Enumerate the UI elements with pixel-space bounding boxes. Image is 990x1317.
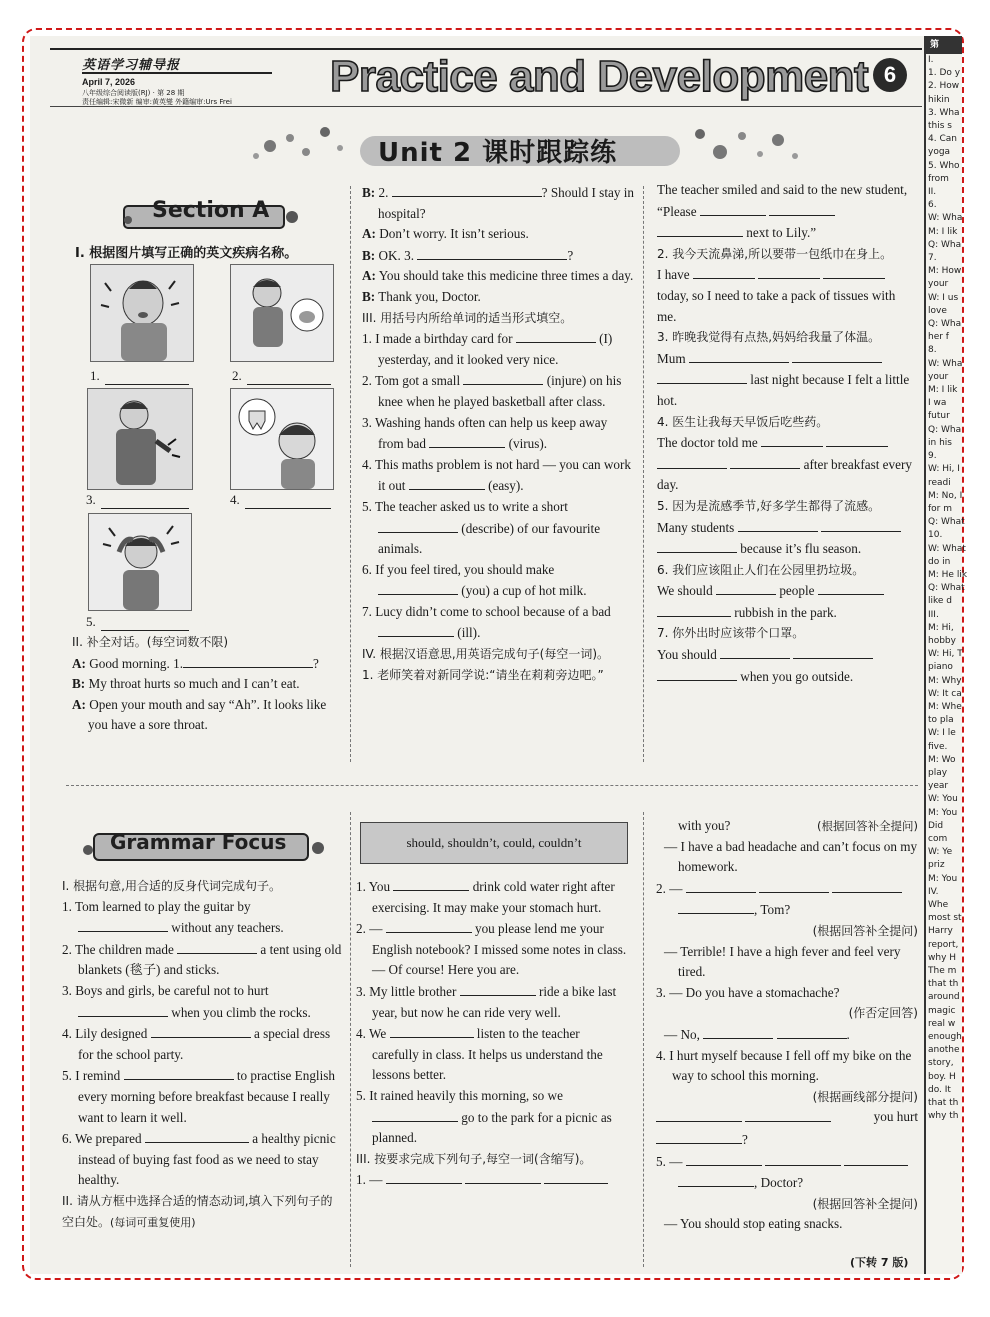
- strip-line: 7.: [928, 253, 937, 264]
- answer-blank[interactable]: [417, 245, 567, 260]
- answer-blank[interactable]: [818, 580, 884, 595]
- exercise-answer: — Of course! Here you are.: [372, 962, 520, 978]
- exercise-item: 1. I made a birthday card for (I) yesterday, and it looked very nice.: [362, 328, 634, 370]
- answer-blank[interactable]: [78, 1002, 168, 1017]
- brand-logo: 英语学习辅导报: [82, 58, 181, 73]
- strip-line: M: No, I: [928, 490, 963, 501]
- answer-blank[interactable]: [656, 1107, 742, 1122]
- strip-line: W: Hi, T: [928, 649, 963, 660]
- answer-blank-2[interactable]: [247, 370, 331, 385]
- strip-line: priz: [928, 860, 945, 871]
- hint: (作否定回答): [848, 1006, 918, 1021]
- exercise-answer: — No, .: [656, 1024, 918, 1046]
- exercise-item: next to Lily.”: [657, 222, 915, 244]
- answer-blank[interactable]: [393, 876, 469, 891]
- strip-line: W: Wha: [928, 213, 963, 224]
- answer-blank[interactable]: [769, 201, 835, 216]
- answer-blank[interactable]: [678, 1172, 754, 1187]
- answer-blank-4[interactable]: [245, 494, 331, 509]
- strip-line: hikin: [928, 94, 950, 105]
- strip-line: Harry: [928, 926, 953, 937]
- strip-line: W: I us: [928, 292, 959, 303]
- answer-blank[interactable]: [409, 475, 485, 490]
- section-divider: [66, 785, 918, 786]
- exercise-item: 5. It rained heavily this morning, so we go to the park for a picnic as planned.: [356, 1087, 612, 1146]
- answer-blank[interactable]: [686, 878, 756, 893]
- exercise-item: 5. I remind to practise English every morning before breakfast because I really want to learn it well.: [62, 1065, 342, 1128]
- strip-line: to pla: [928, 715, 954, 726]
- answer-blank[interactable]: [738, 517, 818, 532]
- illustration-sore-throat: [90, 264, 194, 362]
- answer-blank-1[interactable]: [105, 370, 189, 385]
- answer-blank[interactable]: [465, 1169, 541, 1184]
- answer-blank[interactable]: [378, 518, 458, 533]
- answer-blank[interactable]: [177, 939, 257, 954]
- exercise-item: Mum last night because I felt a little hot.: [657, 348, 915, 412]
- unit-title: Unit 2 课时跟踪练: [378, 138, 618, 168]
- strip-line: W: Hi, I: [928, 464, 960, 475]
- header-top-rule: [50, 48, 922, 50]
- strip-header: 第: [926, 36, 962, 54]
- strip-line: M: You: [928, 873, 958, 884]
- answer-blank[interactable]: [657, 666, 737, 681]
- strip-line: M: Hi,: [928, 622, 954, 633]
- part2-title: II. 补全对话。(每空词数不限): [72, 635, 229, 649]
- exercise-item: 6. We prepared a healthy picnic instead of buying fast food as we need to stay healthy.: [62, 1128, 342, 1191]
- strip-line: that th: [928, 979, 959, 990]
- edition-line: 八年级综合阅读版(RJ) · 第 28 期: [82, 89, 185, 97]
- exercise-item: 1. Tom learned to play the guitar by without any teachers.: [62, 898, 284, 936]
- strip-line: M: I lik: [928, 385, 958, 396]
- strip-line: M: You: [928, 807, 958, 818]
- answer-blank[interactable]: [823, 264, 885, 279]
- hint: (根据回答补全提问): [812, 1196, 918, 1211]
- strip-line: 10.: [928, 530, 943, 541]
- answer-blank[interactable]: [678, 899, 754, 914]
- strip-line: 4. Can: [928, 134, 957, 145]
- strip-line: Q: Wha: [928, 239, 962, 250]
- exercise-item: 2. — you please lend me your English notebook? I missed some notes in class.: [356, 918, 628, 960]
- strip-line: Q: Wha: [928, 319, 962, 330]
- strip-line: 8.: [928, 345, 937, 356]
- strip-line: for m: [928, 503, 953, 514]
- strip-line: piano: [928, 662, 953, 673]
- dialog-line: B: Thank you, Doctor.: [362, 288, 481, 304]
- answer-blank[interactable]: [758, 264, 820, 279]
- chinese-prompt: 5. 因为是流感季节,好多学生都得了流感。: [657, 498, 881, 513]
- section-a-dialog: [72, 632, 344, 736]
- strip-line: do. It: [928, 1084, 951, 1095]
- strip-line: anothe: [928, 1045, 960, 1056]
- answer-blank[interactable]: [429, 433, 505, 448]
- illustration-stomachache: [230, 264, 334, 362]
- strip-line: around: [928, 992, 960, 1003]
- pic-label-2: 2.: [232, 368, 242, 383]
- strip-line: why H: [928, 952, 957, 963]
- pic-label-5: 5.: [86, 614, 96, 629]
- strip-line: W: You: [928, 794, 958, 805]
- illustration-backache: [87, 388, 193, 490]
- strip-line: I wa: [928, 398, 947, 409]
- exercise-answer: — Terrible! I have a high fever and feel very tired.: [664, 943, 901, 980]
- strip-line: in his: [928, 437, 952, 448]
- grammar-part1-title: I. 根据句意,用合适的反身代词完成句子。: [62, 879, 281, 893]
- answer-blank[interactable]: [657, 369, 747, 384]
- exercise-answer: — You should stop eating snacks.: [664, 1216, 843, 1232]
- answer-blank[interactable]: [832, 878, 902, 893]
- part1-title: I. 根据图片填写正确的英文疾病名称。: [75, 246, 298, 261]
- answer-blank[interactable]: [689, 348, 789, 363]
- strip-line: like d: [928, 596, 953, 607]
- answer-blank[interactable]: [378, 622, 454, 637]
- strip-line: year: [928, 781, 949, 792]
- exercise-item: 4. I hurt myself because I fell off my bike on the way to school this morning.: [656, 1047, 912, 1084]
- answer-blank[interactable]: [463, 370, 543, 385]
- dialog-line: B: My throat hurts so much and I can’t eat.: [72, 676, 300, 692]
- answer-blank[interactable]: [826, 432, 888, 447]
- answer-blank[interactable]: [657, 454, 727, 469]
- answer-blank-3[interactable]: [101, 494, 189, 509]
- strip-line: five.: [928, 741, 948, 752]
- exercise-item: 5. —: [656, 1151, 918, 1173]
- exercise-item: 2. —: [656, 878, 918, 900]
- strip-line: hobby: [928, 635, 956, 646]
- strip-line: most st: [928, 913, 962, 924]
- strip-line: real w: [928, 1018, 956, 1029]
- answer-blank[interactable]: [386, 918, 472, 933]
- strip-line: her f: [928, 332, 949, 343]
- strip-line: 2. How: [928, 81, 960, 92]
- exercise-item: , Doctor?: [656, 1172, 918, 1194]
- answer-blank[interactable]: [700, 201, 766, 216]
- grammar-focus-label: Grammar Focus: [110, 830, 287, 854]
- grammar-part2-title: II. 请从方框中选择合适的情态动词,填入下列句子的空白处。(每词可重复使用): [62, 1193, 333, 1229]
- dialog-line: A: You should take this medicine three times a day.: [362, 268, 634, 284]
- exercise-item: The doctor told me after breakfast every day.: [657, 432, 915, 496]
- exercise-item: I have today, so I need to take a pack of tissues with me.: [657, 264, 915, 327]
- chinese-prompt: 6. 我们应该阻止人们在公园里扔垃圾。: [657, 562, 865, 577]
- exercise-item: 6. If you feel tired, you should make (you) a cup of hot milk.: [362, 561, 587, 599]
- strip-line: from: [928, 173, 949, 184]
- answer-blank[interactable]: [656, 1129, 742, 1144]
- exercise-item: 3. — Do you have a stomachache?: [656, 984, 840, 1000]
- answer-blank[interactable]: [372, 1107, 458, 1122]
- answer-blank[interactable]: [657, 538, 737, 553]
- strip-line: Q: What: [928, 517, 965, 528]
- strip-line: W: Wha: [928, 358, 963, 369]
- dialog-line: B: OK. 3. ?: [362, 245, 634, 267]
- exercise-item: you hurt: [656, 1107, 918, 1129]
- answer-blank[interactable]: [821, 517, 901, 532]
- strip-line: your: [928, 371, 949, 382]
- page-number-badge: 6: [873, 58, 907, 92]
- grammar-column: [62, 876, 342, 1233]
- strip-line: M: Why: [928, 675, 962, 686]
- exercise-item: 1. 老师笑着对新同学说:“请坐在莉莉旁边吧。”: [362, 667, 604, 682]
- strip-line: W: What: [928, 543, 966, 554]
- strip-line: 3. Wha: [928, 107, 960, 118]
- strip-line: IV.: [928, 886, 939, 897]
- issue-date: April 7, 2026: [82, 77, 136, 87]
- strip-line: M: Whe: [928, 701, 962, 712]
- strip-line: II.: [928, 187, 937, 198]
- strip-line: readi: [928, 477, 951, 488]
- strip-line: 9.: [928, 451, 937, 462]
- answer-blank[interactable]: [386, 1169, 462, 1184]
- strip-line: boy. H: [928, 1071, 956, 1082]
- answer-blank[interactable]: [78, 917, 168, 932]
- exercise-item: , Tom?: [656, 899, 918, 921]
- modal-verbs-box: should, shouldn’t, could, couldn’t: [360, 822, 628, 864]
- answer-blank[interactable]: [844, 1151, 908, 1166]
- adjacent-page-strip: [924, 36, 968, 1274]
- chinese-prompt: 4. 医生让我每天早饭后吃些药。: [657, 414, 829, 429]
- chinese-prompt: 2. 我今天流鼻涕,所以要带一包纸巾在身上。: [657, 246, 893, 261]
- strip-line: enough: [928, 1032, 962, 1043]
- exercise-item: ?: [656, 1129, 918, 1151]
- strip-line: Q: Wha: [928, 424, 962, 435]
- strip-line: yoga: [928, 147, 951, 158]
- strip-line: 1. Do y: [928, 68, 961, 79]
- strip-line: love: [928, 305, 947, 316]
- modal-exercise-column: [356, 876, 628, 1191]
- hint: (根据回答补全提问): [812, 923, 918, 938]
- answer-blank[interactable]: [761, 432, 823, 447]
- answer-blank-5[interactable]: [101, 616, 189, 631]
- strip-line: M: I lik: [928, 226, 958, 237]
- answer-blank[interactable]: [716, 580, 776, 595]
- answer-blank[interactable]: [765, 1151, 841, 1166]
- answer-blank[interactable]: [686, 1151, 762, 1166]
- answer-blank[interactable]: [145, 1128, 249, 1143]
- strip-line: that th: [928, 1098, 959, 1109]
- exercise-item: 5. The teacher asked us to write a short (describe) of our favourite animals.: [362, 498, 601, 557]
- answer-blank[interactable]: [183, 653, 313, 668]
- strip-line: futur: [928, 411, 950, 422]
- pic-label-4: 4.: [230, 492, 240, 507]
- page-title: Practice and Development: [330, 52, 869, 101]
- strip-line: this s: [928, 121, 952, 132]
- exercise-answer: — I have a bad headache and can’t focus on my homework.: [664, 838, 918, 875]
- chinese-prompt: 7. 你外出时应该带个口罩。: [657, 626, 805, 641]
- dialog-line: A: Open your mouth and say “Ah”. It looks like you have a sore throat.: [72, 696, 327, 733]
- answer-blank[interactable]: [657, 602, 731, 617]
- part4-title: IV. 根据汉语意思,用英语完成句子(每空一词)。: [362, 647, 610, 662]
- right-column: [657, 180, 915, 687]
- section-a-label: Section A: [152, 198, 270, 223]
- exercise-item: The teacher smiled and said to the new student, “Please: [657, 182, 908, 219]
- answer-blank[interactable]: [720, 644, 790, 659]
- answer-blank[interactable]: [657, 222, 743, 237]
- strip-line: magic: [928, 1005, 956, 1016]
- answer-blank[interactable]: [759, 878, 829, 893]
- strip-line: W: Ye: [928, 847, 953, 858]
- column-divider: [350, 186, 351, 762]
- strip-line: Did: [928, 820, 944, 831]
- answer-blank[interactable]: [544, 1169, 608, 1184]
- strip-line: story,: [928, 1058, 954, 1069]
- strip-line: W: It ca: [928, 688, 962, 699]
- strip-line: your: [928, 279, 949, 290]
- column-divider: [643, 812, 644, 1267]
- chinese-prompt: 3. 昨晚我觉得有点热,妈妈给我量了体温。: [657, 330, 881, 345]
- strip-line: M: How: [928, 266, 962, 277]
- exercise-item: 2. Tom got a small (injure) on his knee when he played basketball after class.: [362, 370, 634, 412]
- strip-line: I.: [928, 55, 934, 65]
- exercise-item: 3. Washing hands often can help us keep away from bad (virus).: [362, 414, 608, 452]
- answer-blank[interactable]: [745, 1107, 831, 1122]
- answer-blank[interactable]: [151, 1023, 251, 1038]
- middle-column: [362, 182, 634, 685]
- answer-blank[interactable]: [792, 348, 882, 363]
- answer-blank[interactable]: [124, 1065, 234, 1080]
- exercise-item: 4. Lily designed a special dress for the school party.: [62, 1023, 342, 1065]
- exercise-item: 3. My little brother ride a bike last year, but now he can ride very well.: [356, 981, 628, 1023]
- illustration-toothache: [230, 388, 334, 490]
- answer-blank[interactable]: [703, 1024, 773, 1039]
- answer-blank[interactable]: [392, 182, 542, 197]
- exercise-item: You should when you go outside.: [657, 644, 915, 687]
- strip-line: The m: [928, 966, 957, 977]
- exercise-item: 3. Boys and girls, be careful not to hurt when you climb the rocks.: [62, 982, 311, 1020]
- dialog-line: B: 2. ? Should I stay in hospital?: [362, 182, 634, 224]
- part3-title: III. 用括号内所给单词的适当形式填空。: [362, 310, 573, 325]
- continue-note: (下转 7 版): [850, 1256, 909, 1269]
- brand-underline: [82, 72, 272, 74]
- answer-blank[interactable]: [777, 1024, 847, 1039]
- strip-line: report,: [928, 939, 959, 950]
- strip-line: com: [928, 833, 948, 844]
- column-divider: [643, 186, 644, 762]
- strip-line: do in: [928, 556, 951, 567]
- answer-blank[interactable]: [516, 328, 596, 343]
- last-column: [656, 816, 918, 1235]
- strip-line: play: [928, 767, 948, 778]
- answer-blank[interactable]: [390, 1023, 474, 1038]
- strip-line: 6.: [928, 200, 937, 211]
- strip-line: 5. Who: [928, 160, 960, 171]
- strip-line: W: I le: [928, 728, 956, 739]
- header-bottom-rule: [50, 106, 922, 107]
- strip-line: M: He lik: [928, 569, 968, 580]
- answer-blank[interactable]: [693, 264, 755, 279]
- pic-label-1: 1.: [90, 368, 100, 383]
- strip-line: Q: What: [928, 583, 965, 594]
- strip-line: M: Wo: [928, 754, 956, 765]
- answer-blank[interactable]: [793, 644, 873, 659]
- exercise-item: 1. —: [356, 1169, 628, 1191]
- column-divider: [350, 812, 351, 1267]
- strip-line: III.: [928, 609, 939, 620]
- answer-blank[interactable]: [730, 454, 800, 469]
- part3-title: III. 按要求完成下列句子,每空一词(含缩写)。: [356, 1151, 592, 1166]
- illustration-headache: [88, 513, 192, 611]
- pic-label-3: 3.: [86, 492, 96, 507]
- exercise-item: 2. The children made a tent using old blankets (毯子) and sticks.: [62, 939, 342, 981]
- hint: (根据画线部分提问): [812, 1089, 918, 1104]
- answer-blank[interactable]: [378, 580, 458, 595]
- exercise-item: 7. Lucy didn’t come to school because of a bad (ill).: [362, 603, 611, 641]
- dialog-line: A: Don’t worry. It isn’t serious.: [362, 226, 529, 242]
- answer-blank[interactable]: [460, 981, 536, 996]
- exercise-item: with you? (根据回答补全提问): [678, 818, 918, 833]
- exercise-item: 4. We listen to the teacher carefully in class. It helps us understand the lessons better.: [356, 1023, 628, 1086]
- exercise-item: Many students because it’s flu season.: [657, 517, 915, 560]
- strip-line: Whe: [928, 900, 949, 910]
- exercise-item: 1. You drink cold water right after exercising. It may make your stomach hurt.: [356, 876, 628, 918]
- exercise-item: We should people rubbish in the park.: [657, 580, 915, 623]
- editors-line: 责任编辑:宋微新 编审:黄英燮 外籍编审:Urs Frei: [82, 98, 232, 106]
- strip-line: why th: [928, 1111, 959, 1122]
- exercise-item: 4. This maths problem is not hard — you can work it out (easy).: [362, 456, 631, 494]
- dialog-line: A: Good morning. 1. ?: [72, 653, 344, 675]
